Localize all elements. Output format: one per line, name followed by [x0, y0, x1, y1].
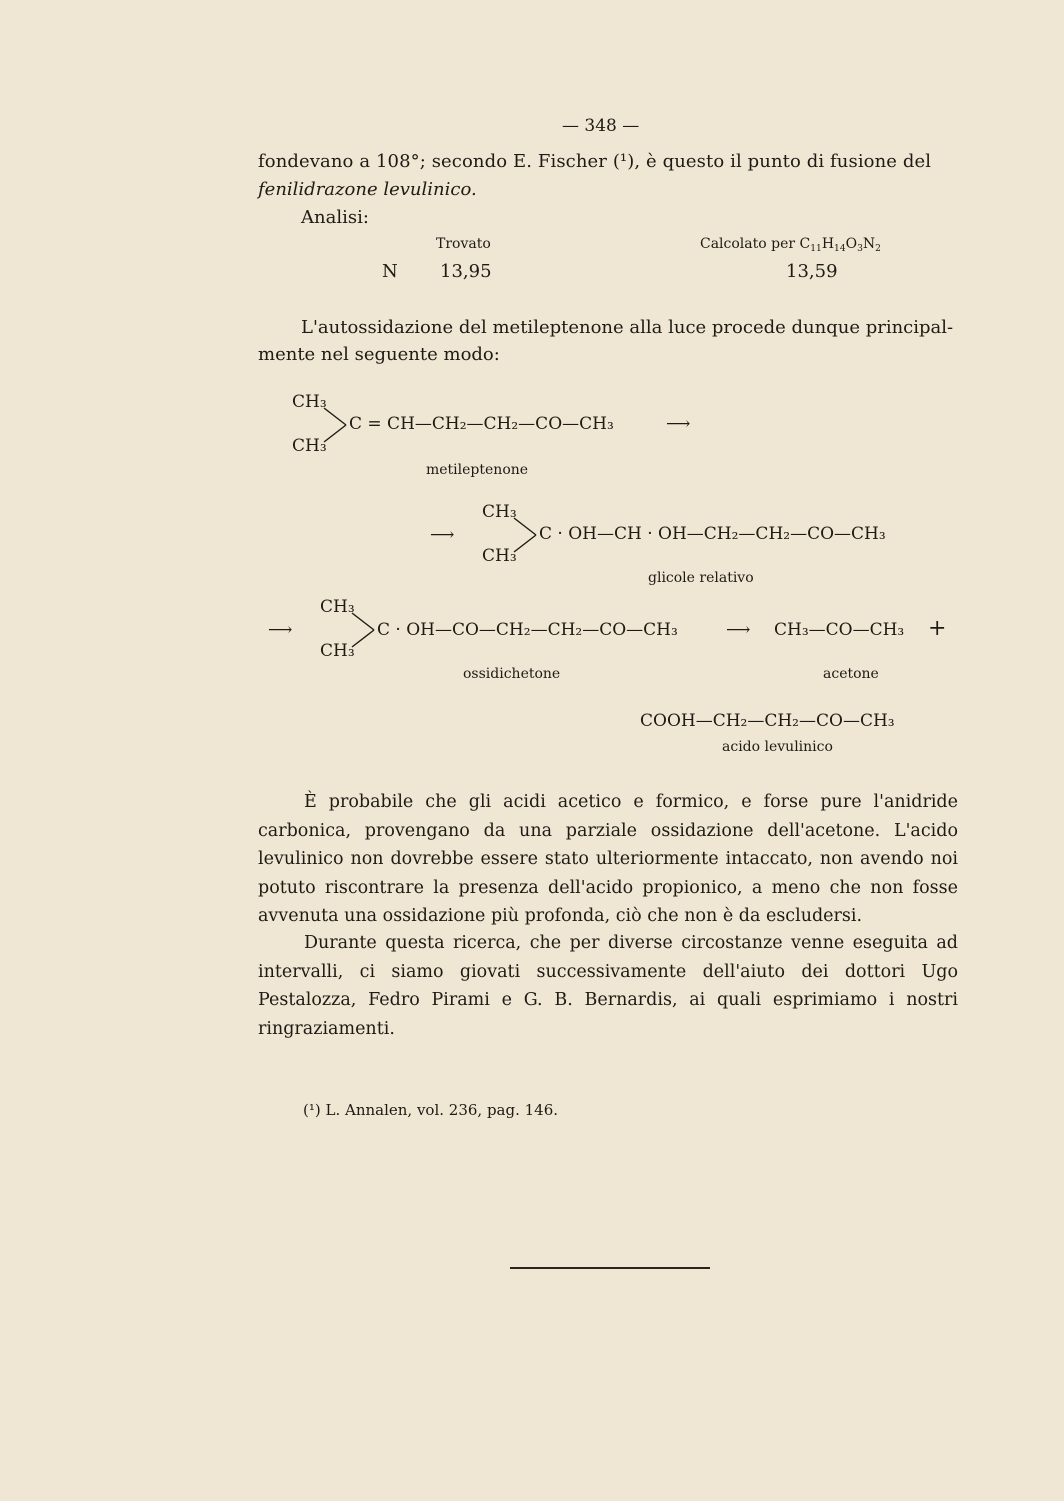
label-acetone: acetone	[823, 666, 879, 682]
r3-arrow: ⟶	[268, 620, 293, 640]
r3-ch3-top: CH₃	[320, 597, 355, 617]
r2-arrow: ⟶	[430, 525, 455, 545]
r2-ch3-top: CH₃	[482, 502, 517, 522]
analisi-heading: Analisi:	[301, 207, 369, 228]
table-found-value: 13,95	[440, 261, 492, 282]
plus-sign: +	[928, 616, 947, 641]
r3-chain: C · OH—CO—CH₂—CH₂—CO—CH₃	[377, 620, 678, 640]
autoxidation-line-2: mente nel seguente modo:	[258, 344, 500, 365]
r3-ch3-bottom: CH₃	[320, 641, 355, 661]
r3-arrow-2: ⟶	[726, 620, 751, 640]
page-number: — 348 —	[562, 116, 640, 136]
table-calc-value: 13,59	[786, 261, 838, 282]
r3-branch-bonds	[348, 609, 378, 651]
paragraph-1: È probabile che gli acidi acetico e formico, e forse pure l'anidride carbonica, provengano da una parziale ossidazione dell'acetone. L'acido levulinico non dovrebbe essere stato ulteriormente intaccato, non avendo noi potuto riscontrare la presenza dell'acido propionico, a meno che non fosse avvenuta una ossidazione più profonda, ciò che non è da escludersi.	[258, 792, 958, 926]
table-header-calc: Calcolato per $C_{11}H_{14}O_3N_2$	[700, 236, 881, 254]
intro-line-1: fondevano a 108°; secondo E. Fischer (¹), è questo il punto di fusione del	[258, 151, 932, 172]
r1-ch3-bottom: CH₃	[292, 436, 327, 456]
r1-branch-bonds	[320, 404, 350, 446]
label-glicole: glicole relativo	[648, 570, 754, 586]
r1-ch3-top: CH₃	[292, 392, 327, 412]
paragraph-2: Durante questa ricerca, che per diverse circostanze venne eseguita ad intervalli, ci siamo giovati successivamente dell'aiuto dei dottori Ugo Pestalozza, Fedro Pirami e G. B. Bernardis, ai quali esprimiamo i nostri ringraziamenti.	[258, 933, 958, 1039]
label-ossidichetone: ossidichetone	[463, 666, 561, 682]
r2-chain: C · OH—CH · OH—CH₂—CH₂—CO—CH₃	[539, 524, 886, 544]
r2-ch3-bottom: CH₃	[482, 546, 517, 566]
r1-arrow: ⟶	[666, 414, 691, 434]
end-rule	[510, 1267, 710, 1269]
r1-chain: C = CH—CH₂—CH₂—CO—CH₃	[349, 414, 614, 434]
label-metileptenone: metileptenone	[426, 462, 529, 478]
footnote: (¹) L. Annalen, vol. 236, pag. 146.	[303, 1101, 559, 1119]
r2-branch-bonds	[510, 514, 540, 556]
levulinic-formula: COOH—CH₂—CH₂—CO—CH₃	[640, 711, 895, 731]
intro-line-2: fenilidrazone levulinico.	[258, 179, 477, 200]
acetone-formula: CH₃—CO—CH₃	[774, 620, 905, 640]
table-element: N	[382, 261, 398, 282]
autoxidation-line-1: L'autossidazione del metileptenone alla luce procede dunque principal-	[301, 317, 954, 338]
table-header-found: Trovato	[436, 236, 491, 252]
label-levulinic: acido levulinico	[722, 739, 833, 755]
